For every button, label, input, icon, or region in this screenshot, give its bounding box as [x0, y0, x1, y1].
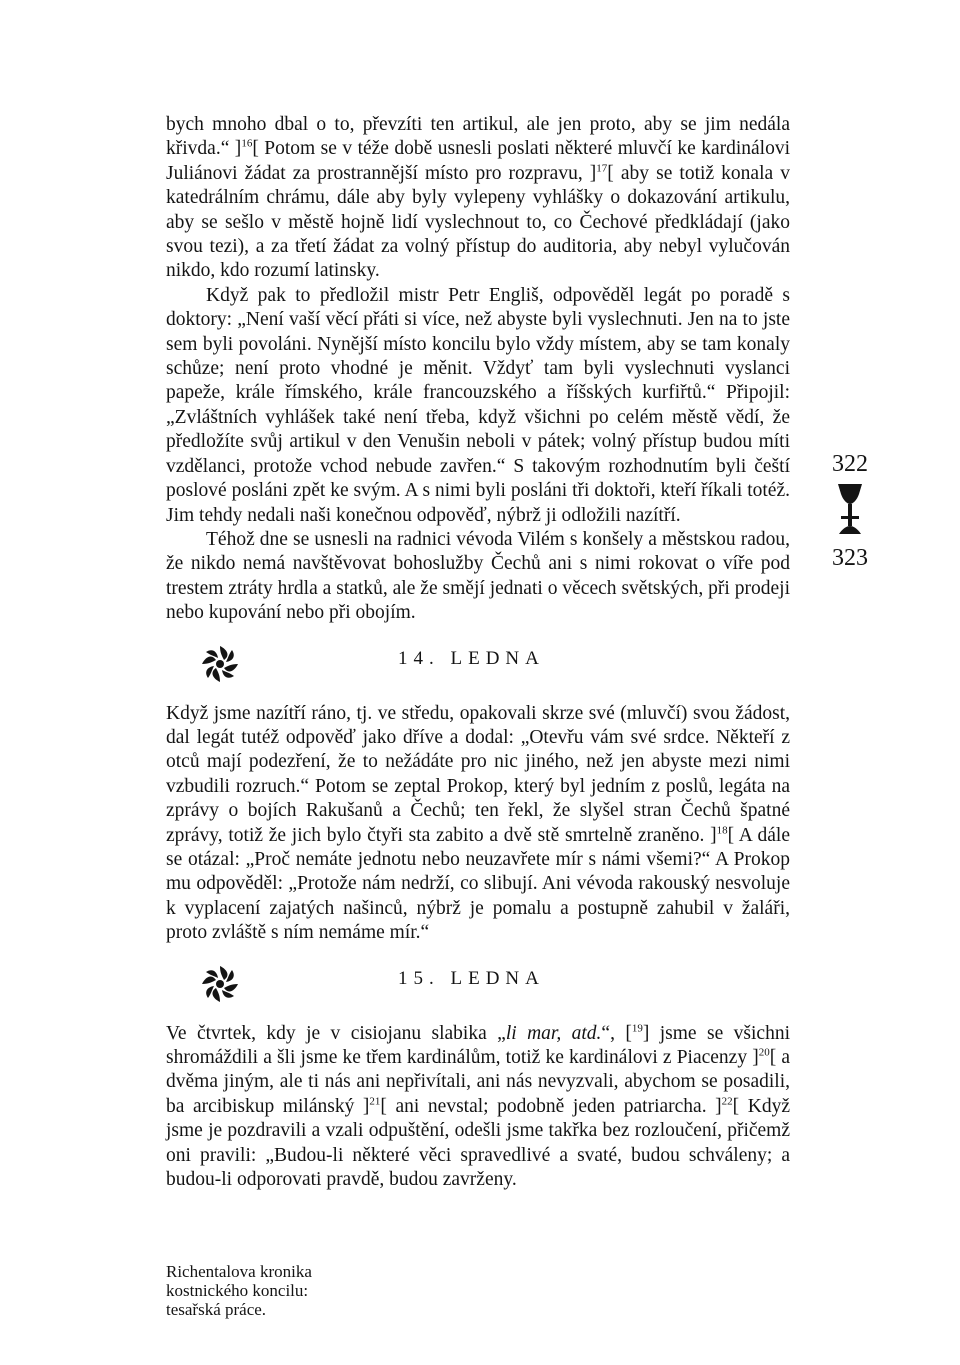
text-run: [ a dvěma jiným, ale ti nás ani nepřivítali, ani nás nevyzvali, abychom se posadili, ba arcibiskup milánský ]	[166, 1047, 790, 1117]
swirl-ornament-icon	[200, 644, 240, 684]
text-run: [ aby se totiž konala v katedrálním chrámu, dále aby byly vylepeny vyhlášky o dokazování artikulu, aby se sešlo v městě hojně lidí vyslechnout to, co Čechové předkládají (jako svou tezi), a za třetí žádat za volný přístup do auditoria, aby nebyl vylučován nikdo, kdo rozumí latinsky.	[166, 162, 790, 282]
page-number-to: 323	[832, 545, 868, 571]
text-run: “, [	[601, 1022, 632, 1044]
section-heading-15-ledna	[166, 962, 790, 1012]
footnote-marker: 17	[596, 162, 608, 175]
swirl-ornament-icon	[200, 964, 240, 1004]
text-run: bych mnoho dbal o to, převzíti ten artikul, ale jen proto, aby se jim nedála křivda.“ ]	[166, 114, 790, 160]
text-run: [ ani nevstal; podobně jeden patriarcha. ]	[380, 1095, 722, 1117]
paragraph	[166, 284, 790, 528]
footnote-marker: 19	[631, 1022, 643, 1035]
page-number-from: 322	[832, 451, 868, 477]
section-14-ledna-body	[166, 702, 790, 946]
footnote-marker: 18	[716, 824, 728, 837]
text-run: Téhož dne se usnesli na radnici vévoda Vilém s konšely a městskou radou, že nikdo nemá navštěvovat bohoslužby Čechů ani s nimi rokovat o víře pod trestem ztráty hrdla a statků, ale že smějí jednati o věcech světských, při prodeji nebo kupování nebo při obojím.	[166, 528, 790, 624]
text-run: [ Potom se v téže době usnesli poslati některé mluvčí ke kardinálovi Juliánovi žádat za prostrannější místo pro rozpravu, ]	[166, 138, 790, 184]
footnote-marker: 21	[369, 1095, 381, 1108]
text-run: Když jsme nazítří ráno, tj. ve středu, opakovali skrze své (mluvčí) svou žádost, dal legát tutéž odpověď jako dříve a dodal: „Otevřu vám své srdce. Někteří z otců mají podezření, že to nežádáte pro nic jiného, než jen abyste mezi nimi vzbudili rozruch.“ Potom se zeptal Prokop, který byl jedním z poslů, legáta na zprávy o bojích Rakušanů a Čechů; ten řekl, že slyšel stran Čechů špatné zprávy, totiž že jich bylo čtyři sta zabito a dvě stě smrtelně zraněno. ]	[166, 702, 790, 846]
footnote-marker: 22	[721, 1095, 733, 1108]
footnote-marker: 16	[241, 137, 253, 150]
section-title: 14. LEDNA	[398, 647, 545, 669]
text-run: Když pak to předložil mistr Petr Engliš, odpověděl legát po poradě s doktory: „Není vaší věcí přáti si více, než abyste byli vyslechnuti. Jen na to jste sem byli povoláni. Nynější místo koncilu bylo vždy místem, aby se tam konaly schůze; není proto vhodné je měnit. Vždyť tam byli vyslechnuti vyslanci papeže, krále římského, krále francouzského a říšských kurfiřtů.“ Připojil: „Zvláštních vyhlášek také není třeba, když všichni po celém městě vědí, že předložíte svůj artikul v den Venušin neboli v pátek; volný přístup budou míti vzdělanci, protože vchod nebude zavřen.“ S takovým rozhodnutím byli čeští poslové posláni zpět ke svým. A s nimi byli posláni tři doktoři, kteří říkali totéž. Jim tehdy nedali naši konečnou odpověď, nýbrž ji odložili nazítří.	[166, 284, 790, 526]
text-run: [ A dále se otázal: „Proč nemáte jednotu nebo neuzavřete mír s námi všemi?“ A Prokop mu odpověděl: „Protože nám nedrží, co slibují. Ani vévoda rakouský nesvoluje k vyplacení zajatých našinců, nýbrž je pomalu a postupně zahubil v žaláři, proto zvláště s ním nemáme mír.“	[166, 824, 790, 944]
paragraph	[166, 528, 790, 626]
text-column	[166, 113, 790, 1192]
image-caption	[166, 1262, 426, 1319]
section-15-ledna-body	[166, 1022, 790, 1193]
italic-text: li mar, atd.	[505, 1022, 602, 1044]
paragraph	[166, 702, 790, 946]
footnote-marker: 20	[758, 1046, 770, 1059]
chalice-icon	[835, 482, 865, 540]
paragraph	[166, 113, 790, 284]
paragraph	[166, 1022, 790, 1193]
top-paragraphs	[166, 113, 790, 626]
section-heading-14-ledna	[166, 642, 790, 692]
text-run: Ve čtvrtek, kdy je v cisiojanu slabika „	[166, 1022, 506, 1044]
margin-page-marker	[815, 450, 885, 572]
section-title: 15. LEDNA	[398, 967, 545, 989]
text-run: [ Když jsme je pozdravili a vzali odpuštění, odešli jsme takřka bez rozloučení, přičemž oni pravili: „Budou-li některé věci spravedlivé a svaté, budou schváleny; a budou-li odporovati pravdě, budou zavrženy.	[166, 1095, 790, 1191]
caption-line: Richentalova kronika	[166, 1262, 312, 1281]
caption-line: tesařská práce.	[166, 1300, 267, 1319]
text-run: ] jsme se všichni shromáždili a šli jsme ke třem kardinálům, totiž ke kardinálovi z Piacenzy ]	[166, 1022, 790, 1068]
caption-line: kostnického koncilu:	[166, 1281, 309, 1300]
